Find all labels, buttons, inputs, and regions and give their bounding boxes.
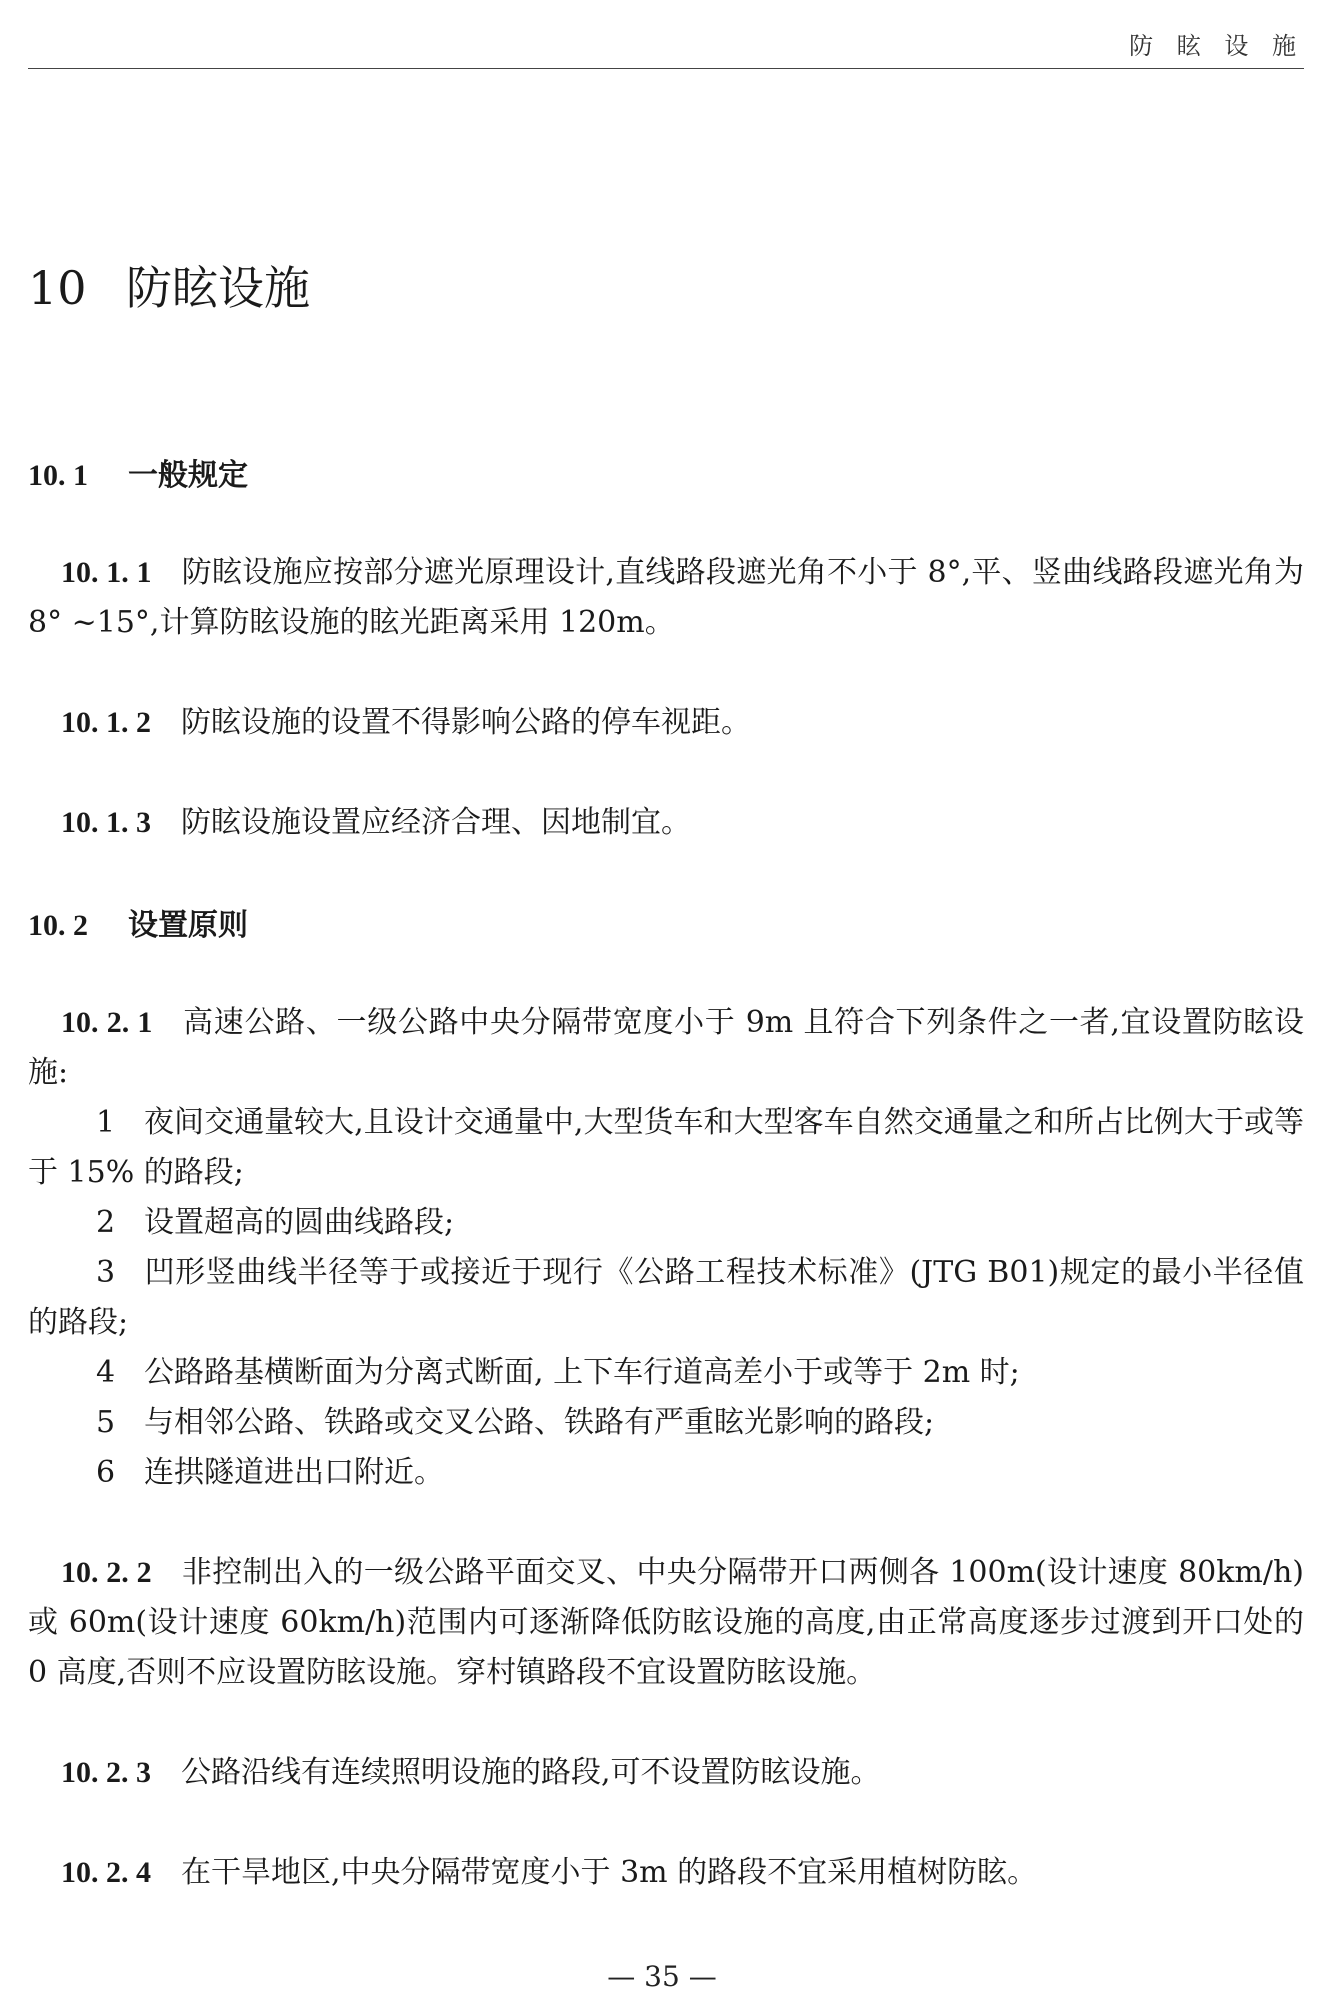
clause-10-1-1 <box>28 548 1304 648</box>
chapter-title-text: 防眩设施 <box>126 261 310 315</box>
clause-text: 在干旱地区,中央分隔带宽度小于 3m 的路段不宜采用植树防眩。 <box>181 1855 1038 1890</box>
clause-number: 10. 2. 2 <box>61 1556 152 1589</box>
chapter-number: 10 <box>28 261 87 315</box>
item-number: 1 <box>96 1105 116 1140</box>
clause-number: 10. 1. 1 <box>61 556 152 589</box>
list-item <box>28 1198 1304 1248</box>
item-number: 4 <box>96 1355 116 1390</box>
clause-text: 高速公路、一级公路中央分隔带宽度小于 9m 且符合下列条件之一者,宜设置防眩设施: <box>28 1005 1304 1090</box>
clause-number: 10. 2. 1 <box>61 1006 153 1039</box>
page-number: — 35 — <box>607 1960 717 1993</box>
clause-text: 非控制出入的一级公路平面交叉、中央分隔带开口两侧各 100m(设计速度 80km/h)或 60m(设计速度 60km/h)范围内可逐渐降低防眩设施的高度,由正常高度逐步过渡到开口处的 0 高度,否则不应设置防眩设施。穿村镇路段不宜设置防眩设施。 <box>28 1555 1304 1690</box>
clause-10-2-1 <box>28 998 1304 1498</box>
item-text: 与相邻公路、铁路或交叉公路、铁路有严重眩光影响的路段; <box>144 1405 935 1440</box>
section-number: 10. 2 <box>28 909 88 942</box>
clause-number: 10. 1. 2 <box>61 706 151 739</box>
clause-10-2-3 <box>28 1748 1304 1798</box>
list-item <box>28 1348 1304 1398</box>
section-title-text: 设置原则 <box>128 908 248 943</box>
list-item <box>28 1448 1304 1498</box>
item-number: 6 <box>96 1455 116 1490</box>
clause-number: 10. 1. 3 <box>61 806 151 839</box>
section-number: 10. 1 <box>28 459 88 492</box>
clause-number: 10. 2. 4 <box>61 1856 151 1889</box>
item-text: 凹形竖曲线半径等于或接近于现行《公路工程技术标准》(JTG B01)规定的最小半径值的路段; <box>28 1255 1304 1340</box>
clause-10-2-2 <box>28 1548 1304 1698</box>
item-text: 设置超高的圆曲线路段; <box>144 1205 455 1240</box>
running-header: 防 眩 设 施 <box>1129 32 1304 60</box>
item-number: 3 <box>96 1255 116 1290</box>
clause-text: 公路沿线有连续照明设施的路段,可不设置防眩设施。 <box>181 1755 881 1790</box>
clause-number: 10. 2. 3 <box>61 1756 151 1789</box>
clause-text: 防眩设施应按部分遮光原理设计,直线路段遮光角不小于 8°,平、竖曲线路段遮光角为 8° ~15°,计算防眩设施的眩光距离采用 120m。 <box>28 555 1304 640</box>
clause-10-2-4 <box>28 1848 1304 1898</box>
clause-text: 防眩设施的设置不得影响公路的停车视距。 <box>181 705 751 740</box>
clause-text: 防眩设施设置应经济合理、因地制宜。 <box>181 805 691 840</box>
section-title-10-1 <box>28 456 248 496</box>
section-title-text: 一般规定 <box>128 458 248 493</box>
section-title-10-2 <box>28 906 248 946</box>
list-item <box>28 1248 1304 1348</box>
item-number: 2 <box>96 1205 116 1240</box>
item-text: 连拱隧道进出口附近。 <box>144 1455 444 1490</box>
item-number: 5 <box>96 1405 116 1440</box>
clause-10-1-3 <box>28 798 1304 848</box>
list-item <box>28 1398 1304 1448</box>
chapter-title <box>28 258 310 318</box>
item-text: 公路路基横断面为分离式断面, 上下车行道高差小于或等于 2m 时; <box>144 1355 1020 1390</box>
item-text: 夜间交通量较大,且设计交通量中,大型货车和大型客车自然交通量之和所占比例大于或等于 15% 的路段; <box>28 1105 1304 1190</box>
list-item <box>28 1098 1304 1198</box>
header-rule <box>28 68 1304 69</box>
clause-10-1-2 <box>28 698 1304 748</box>
